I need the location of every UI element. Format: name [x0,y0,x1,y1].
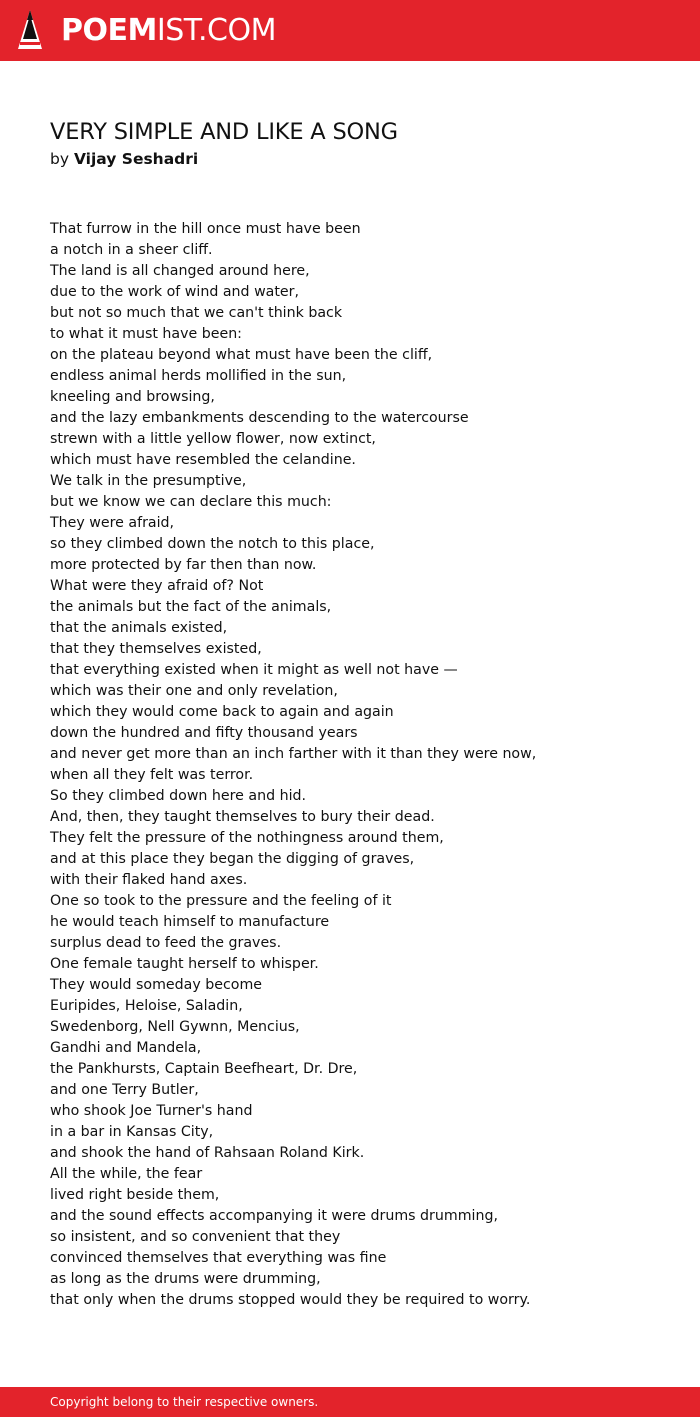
copyright-text: Copyright belong to their respective owners. [50,1395,319,1409]
author-name: Vijay Seshadri [73,150,199,168]
poem-line: so insistent, and so convenient that they [50,1229,341,1245]
site-header [0,0,700,61]
poem-line: and shook the hand of Rahsaan Roland Kirk. [50,1145,365,1161]
poem-line: which was their one and only revelation, [50,683,338,699]
poem-title: VERY SIMPLE AND LIKE A SONG [50,119,398,145]
poem-line: which must have resembled the celandine. [50,452,356,468]
poem-line: to what it must have been: [50,326,242,342]
poem-line: with their flaked hand axes. [50,872,248,888]
poem-line: and never get more than an inch farther with it than they were now, [50,746,537,762]
poem-line: he would teach himself to manufacture [50,914,330,930]
poem-line: convinced themselves that everything was fine [50,1250,387,1266]
poem-line: kneeling and browsing, [50,389,215,405]
poem-line: when all they felt was terror. [50,767,254,783]
poem-line: but we know we can declare this much: [50,494,332,510]
poem-line: lived right beside them, [50,1187,220,1203]
poem-line: which they would come back to again and again [50,704,394,720]
poem-line: and at this place they began the digging of graves, [50,851,415,867]
poem-line: down the hundred and fifty thousand years [50,725,358,741]
site-footer [0,1387,700,1417]
poem-line: as long as the drums were drumming, [50,1271,321,1287]
poem-line: a notch in a sheer cliff. [50,242,213,258]
poem-line: so they climbed down the notch to this place, [50,536,375,552]
poem-line: One female taught herself to whisper. [50,956,319,972]
poem-line: but not so much that we can't think back [50,305,343,321]
site-logo[interactable] [61,11,276,51]
poem-line: that only when the drums stopped would they be required to worry. [50,1292,531,1308]
poem-line: So they climbed down here and hid. [50,788,307,804]
poem-body [50,219,670,1311]
poem-line: And, then, they taught themselves to bury their dead. [50,809,435,825]
poem-line: They were afraid, [50,515,175,531]
byline [50,148,198,170]
poem-line: and the lazy embankments descending to the watercourse [50,410,469,426]
poem-line: that everything existed when it might as well not have — [50,662,458,678]
poem-line: Gandhi and Mandela, [50,1040,202,1056]
poem-line: We talk in the presumptive, [50,473,247,489]
poem-line: surplus dead to feed the graves. [50,935,282,951]
logo-text-bold: POEM [61,13,157,48]
poem-line: and the sound effects accompanying it were drums drumming, [50,1208,498,1224]
poem-line: in a bar in Kansas City, [50,1124,214,1140]
poem-line: That furrow in the hill once must have been [50,221,361,237]
poem-line: who shook Joe Turner's hand [50,1103,253,1119]
poem-line: the animals but the fact of the animals, [50,599,332,615]
pencil-icon[interactable] [17,9,43,51]
poem-line: Swedenborg, Nell Gywnn, Mencius, [50,1019,300,1035]
poem-line: One so took to the pressure and the feeling of it [50,893,392,909]
logo-text-light: IST.COM [156,13,276,48]
byline-prefix: by [50,150,70,168]
poem-line: due to the work of wind and water, [50,284,299,300]
poem-line: the Pankhursts, Captain Beefheart, Dr. Dre, [50,1061,358,1077]
poem-line: What were they afraid of? Not [50,578,264,594]
poem-line: that they themselves existed, [50,641,262,657]
poem-line: They felt the pressure of the nothingness around them, [50,830,444,846]
poem-line: and one Terry Butler, [50,1082,199,1098]
poem-line: Euripides, Heloise, Saladin, [50,998,243,1014]
poem-line: on the plateau beyond what must have been the cliff, [50,347,433,363]
poem-line: endless animal herds mollified in the sun, [50,368,347,384]
poem-line: All the while, the fear [50,1166,203,1182]
poem-line: strewn with a little yellow flower, now extinct, [50,431,376,447]
poem-line: more protected by far then than now. [50,557,317,573]
poem-line: The land is all changed around here, [50,263,310,279]
poem-line: They would someday become [50,977,263,993]
poem-line: that the animals existed, [50,620,228,636]
